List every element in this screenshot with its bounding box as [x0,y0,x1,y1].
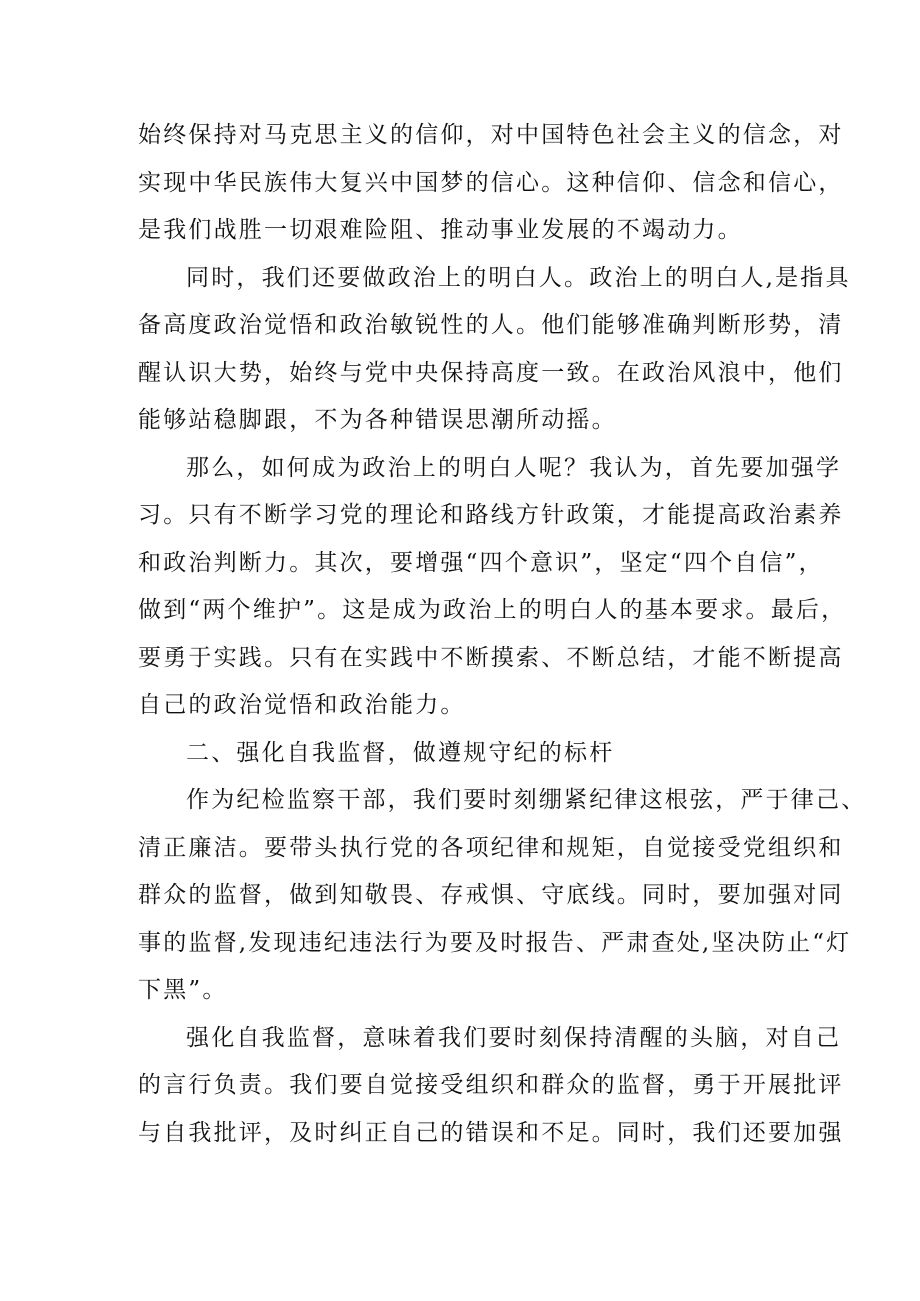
paragraph-how-to [138,445,847,730]
paragraph-faith [138,112,844,255]
text-line: 做到“两个维护”。这是成为政治上的明白人的基本要求。最后， [138,597,847,623]
text-line: 是我们战胜一切艰难险阻、推动事业发展的不竭动力。 [138,217,743,243]
paragraph-discipline [138,777,867,1015]
text-line: 实现中华民族伟大复兴中国梦的信心。这种信仰、信念和信心， [138,169,844,196]
paragraph-political-clarity [138,255,851,445]
text-line: 始终保持对马克思主义的信仰，对中国特色社会主义的信念，对 [138,122,844,148]
text-line: 那么，如何成为政治上的明白人呢？我认为，首先要加强学 [186,454,842,481]
document-body [138,112,867,1157]
text-line: 同时，我们还要做政治上的明白人。政治上的明白人,是指具 [186,264,851,291]
text-line: 强化自我监督，意味着我们要时刻保持清醒的头脑，对自己 [186,1024,842,1051]
section-heading [138,730,798,778]
text-line: 能够站稳脚跟，不为各种错误思潮所动摇。 [138,407,617,433]
text-line: 清正廉洁。要带头执行党的各项纪律和规矩，自觉接受党组织和 [138,834,844,861]
text-line: 醒认识大势，始终与党中央保持高度一致。在政治风浪中，他们 [138,359,844,386]
text-line: 要勇于实践。只有在实践中不断摸索、不断总结，才能不断提高 [138,644,844,671]
text-line: 自己的政治觉悟和政治能力。 [138,692,466,718]
text-line: 作为纪检监察干部，我们要时刻绷紧纪律这根弦，严于律己、 [186,787,867,813]
text-line: 习。只有不断学习党的理论和路线方针政策，才能提高政治素养 [138,502,844,528]
text-line: 事的监督,发现违纪违法行为要及时报告、严肃查处,坚决防止“灯 [138,929,852,956]
text-line: 下黑”。 [138,977,228,1003]
text-line: 群众的监督，做到知敬畏、存戒惧、守底线。同时，要加强对同 [138,882,844,908]
text-line: 和政治判断力。其次，要增强“四个意识”，坚定“四个自信”， [138,549,824,576]
paragraph-self-supervision [138,1015,844,1158]
text-line: 备高度政治觉悟和政治敏锐性的人。他们能够准确判断形势，清 [138,312,844,338]
text-line: 的言行负责。我们要自觉接受组织和群众的监督，勇于开展批评 [138,1072,844,1098]
section-heading-text: 二、强化自我监督，做遵规守纪的标杆 [186,739,615,766]
text-line: 与自我批评，及时纠正自己的错误和不足。同时，我们还要加强 [138,1119,844,1146]
